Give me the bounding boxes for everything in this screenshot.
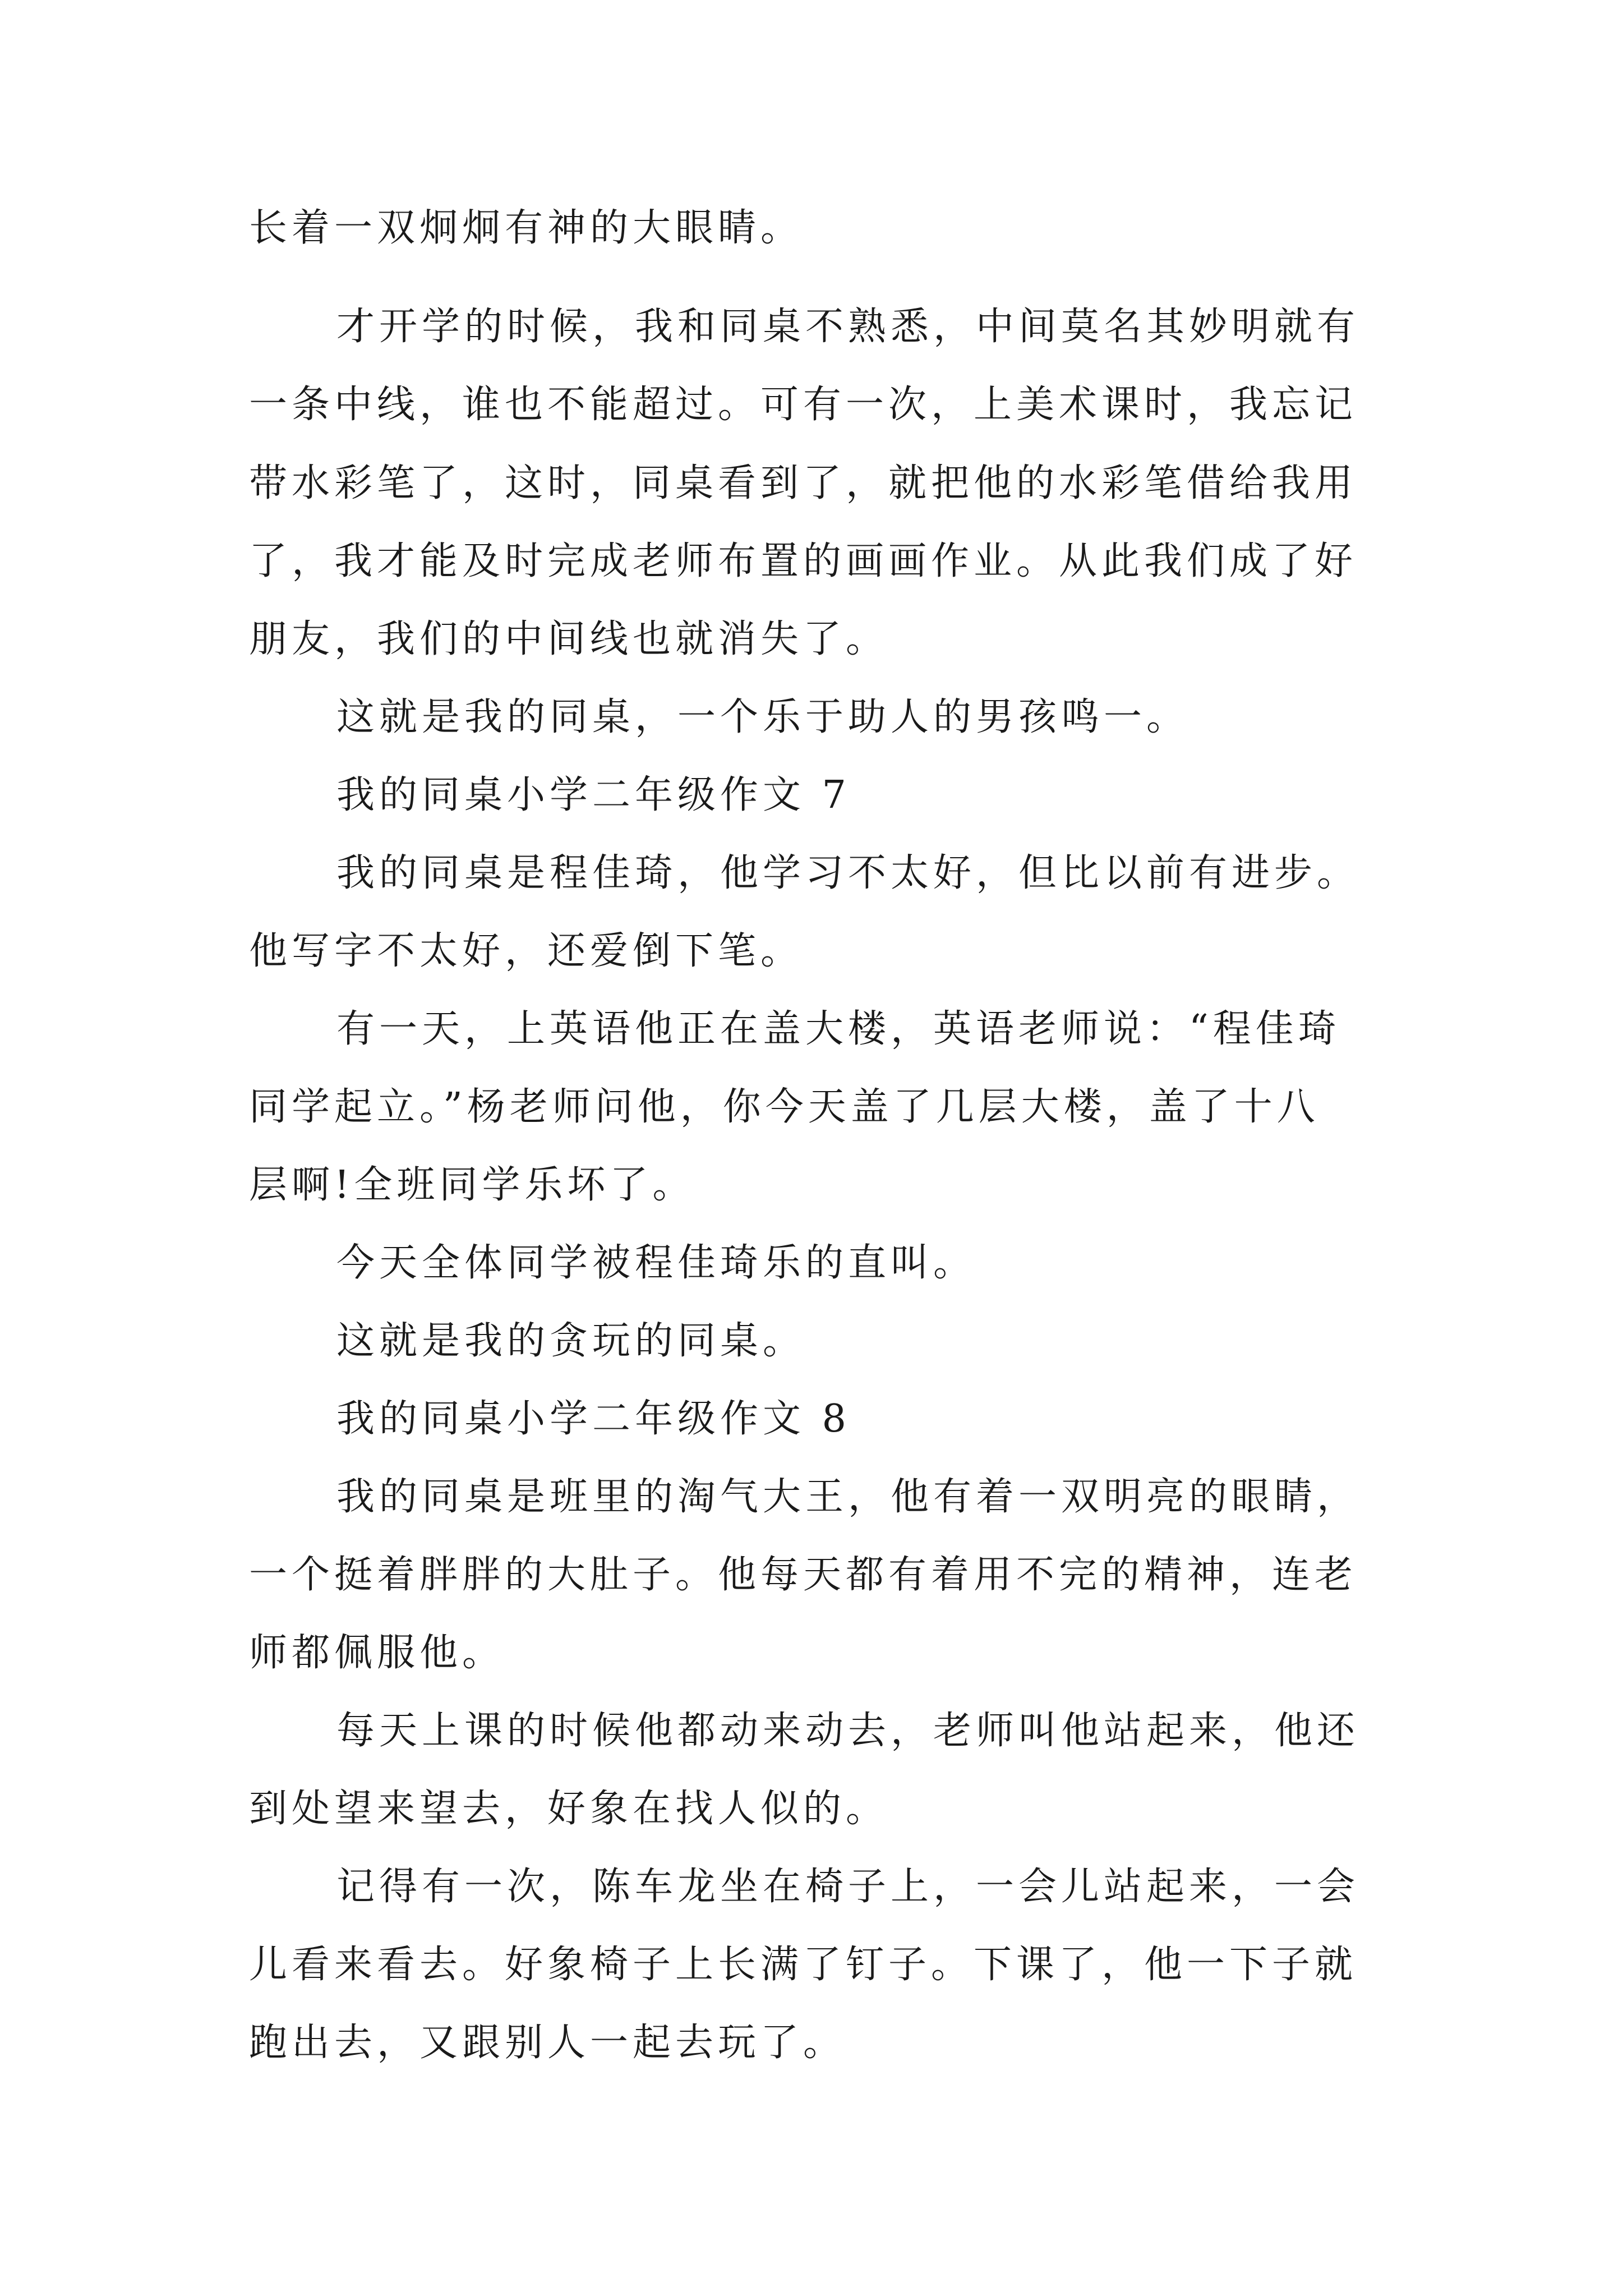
text-line: 他写字不太好，还爱倒下笔。: [249, 929, 804, 973]
section-heading: 我的同桌小学二年级作文 8: [336, 1397, 851, 1441]
text-line: 儿看来看去。好象椅子上长满了钉子。下课了，他一下子就: [249, 1943, 1358, 1987]
text-line: 这就是我的贪玩的同桌。: [336, 1319, 806, 1363]
text-line: 同学起立。”杨老师问他，你今天盖了几层大楼，盖了十八: [249, 1085, 1320, 1129]
text-line: 朋友，我们的中间线也就消失了。: [249, 617, 889, 661]
text-line: 这就是我的同桌，一个乐于助人的男孩鸣一。: [336, 695, 1189, 739]
text-line: 有一天，上英语他正在盖大楼，英语老师说：“程佳琦: [336, 1007, 1341, 1051]
text-line: 我的同桌是程佳琦，他学习不太好，但比以前有进步。: [336, 851, 1360, 895]
text-line: 才开学的时候，我和同桌不熟悉，中间莫名其妙明就有: [336, 305, 1360, 349]
text-line: 到处望来望去，好象在找人似的。: [249, 1787, 889, 1831]
text-line: 师都佩服他。: [249, 1631, 505, 1675]
text-line: 长着一双炯炯有神的大眼睛。: [249, 206, 804, 250]
text-line: 我的同桌是班里的淘气大王，他有着一双明亮的眼睛，: [336, 1475, 1360, 1519]
text-line: 跑出去，又跟别人一起去玩了。: [249, 2021, 846, 2065]
section-heading: 我的同桌小学二年级作文 7: [336, 773, 851, 817]
text-line: 一个挺着胖胖的大肚子。他每天都有着用不完的精神，连老: [249, 1553, 1358, 1597]
text-line: 今天全体同学被程佳琦乐的直叫。: [336, 1241, 976, 1285]
text-line: 记得有一次，陈车龙坐在椅子上，一会儿站起来，一会: [336, 1865, 1360, 1909]
text-line: 层啊!全班同学乐坏了。: [249, 1163, 695, 1207]
text-line: 带水彩笔了，这时，同桌看到了，就把他的水彩笔借给我用: [249, 461, 1358, 505]
text-line: 了，我才能及时完成老师布置的画画作业。从此我们成了好: [249, 539, 1358, 583]
text-line: 一条中线，谁也不能超过。可有一次，上美术课时，我忘记: [249, 383, 1358, 427]
text-line: 每天上课的时候他都动来动去，老师叫他站起来，他还: [336, 1709, 1360, 1753]
